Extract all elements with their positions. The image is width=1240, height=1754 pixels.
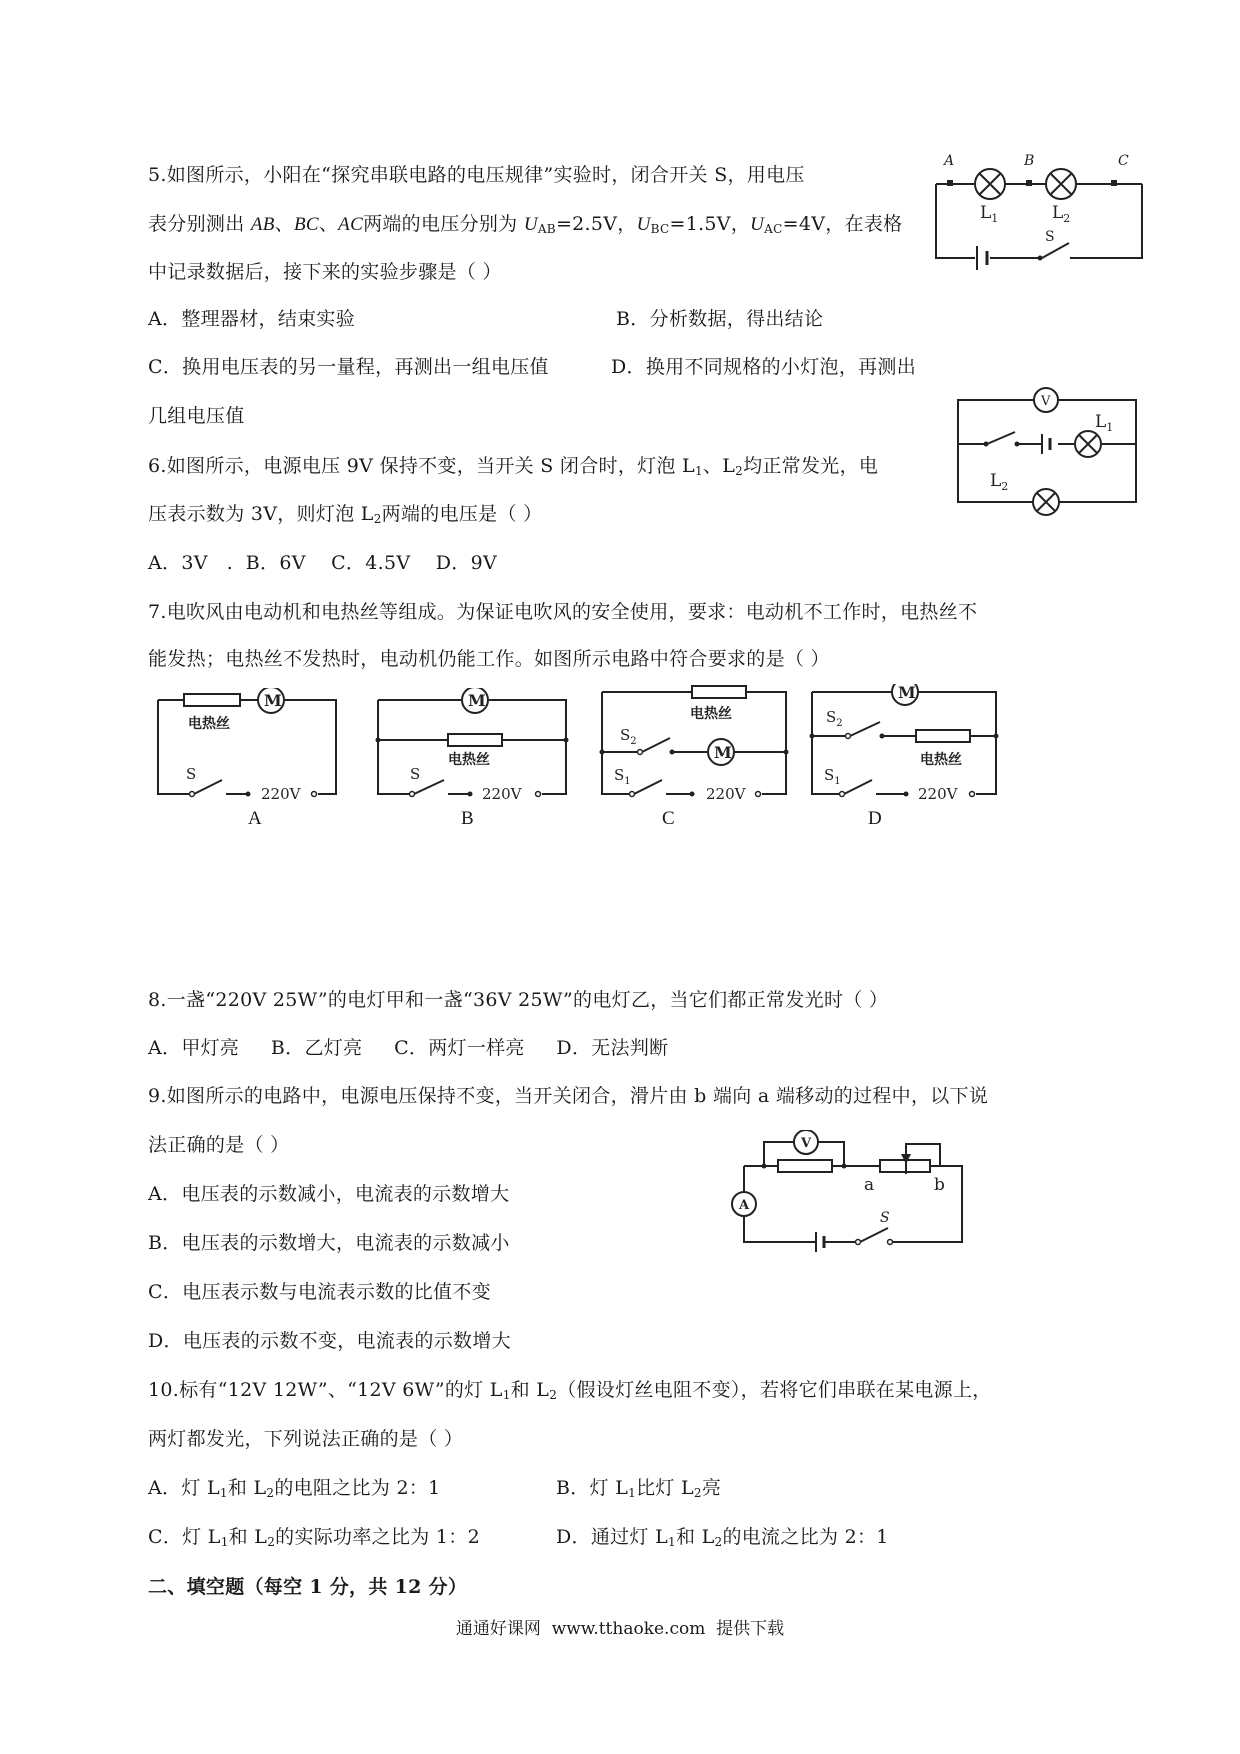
q9-voltmeter-label: V — [801, 1136, 812, 1151]
q5-option-b: B．分析数据，得出结论 — [616, 308, 824, 330]
q6-circuit-diagram — [950, 380, 1145, 520]
q7a-motor-label: M — [264, 691, 282, 710]
q7b-switch-label: S — [410, 765, 421, 783]
q5-label-l1: $L_1$ — [980, 203, 999, 225]
q10-option-b: B．灯 $L_1$比灯 $L_2$亮 — [556, 1477, 722, 1500]
q7d-motor-label: M — [898, 684, 916, 702]
q7b-heater-label: 电热丝 — [448, 752, 490, 768]
q7-caption-c: C — [662, 808, 675, 829]
q9-option-c: C．电压表示数与电流表示数的比值不变 — [148, 1281, 491, 1303]
q8-stem: 8.一盏“220V 25W”的电灯甲和一盏“36V 25W”的电灯乙，当它们都正常发光时（ ） — [148, 989, 889, 1011]
q6-label-l2: $L_2$ — [990, 471, 1009, 493]
q5-label-switch: S — [1045, 229, 1055, 245]
q7a-voltage-label: 220V — [261, 785, 301, 803]
q6-label-l1: $L_1$ — [1095, 412, 1114, 434]
q7c-switch-s2-label: $S_2$ — [620, 726, 637, 747]
q5-point-b: B — [1024, 153, 1035, 169]
q10-stem-line2: 两灯都发光，下列说法正确的是（ ） — [148, 1428, 464, 1450]
q7-circuit-d — [806, 684, 1002, 804]
q9-option-b: B．电压表的示数增大，电流表的示数减小 — [148, 1232, 510, 1254]
page-footer: 通通好课网 www.tthaoke.com 提供下载 — [455, 1619, 785, 1639]
q5-label-l2: $L_2$ — [1052, 203, 1071, 225]
q9-option-d: D．电压表的示数不变，电流表的示数增大 — [148, 1330, 511, 1352]
q6-stem-line2: 压表示数为 3V，则灯泡 $L_2$两端的电压是（ ） — [148, 503, 543, 526]
q5-point-a: A — [944, 153, 955, 169]
q9-ammeter-label: A — [739, 1198, 750, 1213]
q10-stem-line1: 10.标有“12V 12W”、“12V 6W”的灯 $L_1$和 $L_2$（假设灯丝电阻不变），若将它们串联在某电源上， — [148, 1379, 992, 1402]
q10-option-a: A．灯 $L_1$和 $L_2$的电阻之比为 2：1 — [148, 1477, 441, 1500]
q7a-switch-label: S — [186, 765, 197, 783]
q7-circuit-c — [596, 684, 792, 804]
q9-stem-line2: 法正确的是（ ） — [148, 1134, 290, 1156]
q9-label-a: a — [864, 1175, 875, 1195]
q5-series-circuit-diagram — [930, 148, 1150, 273]
section-2-heading: 二、填空题（每空 1 分，共 12 分） — [148, 1576, 468, 1598]
q7-circuit-a — [148, 688, 344, 804]
q5-stem-line2: 表分别测出 AB、BC、AC两端的电压分别为 $U_{AB}=2.5V$，$U_{BC}=1.5V$，$U_{AC}=4V$，在表格 — [148, 213, 903, 236]
q9-circuit-diagram — [730, 1130, 970, 1260]
q9-label-b: b — [934, 1175, 945, 1195]
q7b-motor-label: M — [468, 691, 486, 710]
q6-options: A．3V . B．6V C．4.5V D．9V — [148, 552, 497, 574]
q9-option-a: A．电压表的示数减小，电流表的示数增大 — [148, 1183, 510, 1205]
q7a-heater-label: 电热丝 — [188, 716, 230, 732]
q5-stem-line3: 中记录数据后，接下来的实验步骤是（ ） — [148, 261, 502, 283]
q7-caption-d: D — [868, 808, 882, 829]
q7-stem-line1: 7.电吹风由电动机和电热丝等组成。为保证电吹风的安全使用，要求：电动机不工作时，电热丝不 — [148, 601, 978, 623]
q10-option-d: D．通过灯 $L_1$和 $L_2$的电流之比为 2：1 — [556, 1526, 889, 1549]
q9-label-switch: S — [880, 1210, 890, 1226]
q8-options: A．甲灯亮 B．乙灯亮 C．两灯一样亮 D．无法判断 — [148, 1037, 669, 1059]
q10-option-c: C．灯 $L_1$和 $L_2$的实际功率之比为 1：2 — [148, 1526, 480, 1549]
q6-voltmeter-label: V — [1041, 394, 1051, 409]
q7d-switch-s2-label: $S_2$ — [826, 708, 843, 729]
q7d-heater-label: 电热丝 — [920, 752, 962, 768]
q9-stem-line1: 9.如图所示的电路中，电源电压保持不变，当开关闭合，滑片由 b 端向 a 端移动的过程中，以下说 — [148, 1085, 989, 1107]
q7c-motor-label: M — [714, 743, 732, 762]
q7-caption-b: B — [461, 808, 474, 829]
q5-option-d-cont: 几组电压值 — [148, 405, 245, 427]
q6-stem-line1: 6.如图所示，电源电压 9V 保持不变，当开关 S 闭合时，灯泡 $L_1$、$L_2$均正常发光，电 — [148, 455, 879, 478]
q5-stem-line1: 5.如图所示，小阳在“探究串联电路的电压规律”实验时，闭合开关 S，用电压 — [148, 164, 805, 186]
q7d-voltage-label: 220V — [918, 785, 958, 803]
q7-caption-a: A — [248, 808, 262, 829]
q7-stem-line2: 能发热；电热丝不发热时，电动机仍能工作。如图所示电路中符合要求的是（ ） — [148, 648, 830, 670]
q7-circuit-b — [372, 688, 572, 804]
q5-option-d: D．换用不同规格的小灯泡，再测出 — [611, 356, 917, 378]
q7c-switch-s1-label: $S_1$ — [614, 766, 631, 787]
q7c-voltage-label: 220V — [706, 785, 746, 803]
q5-option-a: A．整理器材，结束实验 — [148, 308, 356, 330]
q5-point-c: C — [1118, 153, 1129, 169]
q7c-heater-label: 电热丝 — [690, 706, 732, 722]
q7d-switch-s1-label: $S_1$ — [824, 766, 841, 787]
q5-option-c: C．换用电压表的另一量程，再测出一组电压值 — [148, 356, 549, 378]
q7b-voltage-label: 220V — [482, 785, 522, 803]
